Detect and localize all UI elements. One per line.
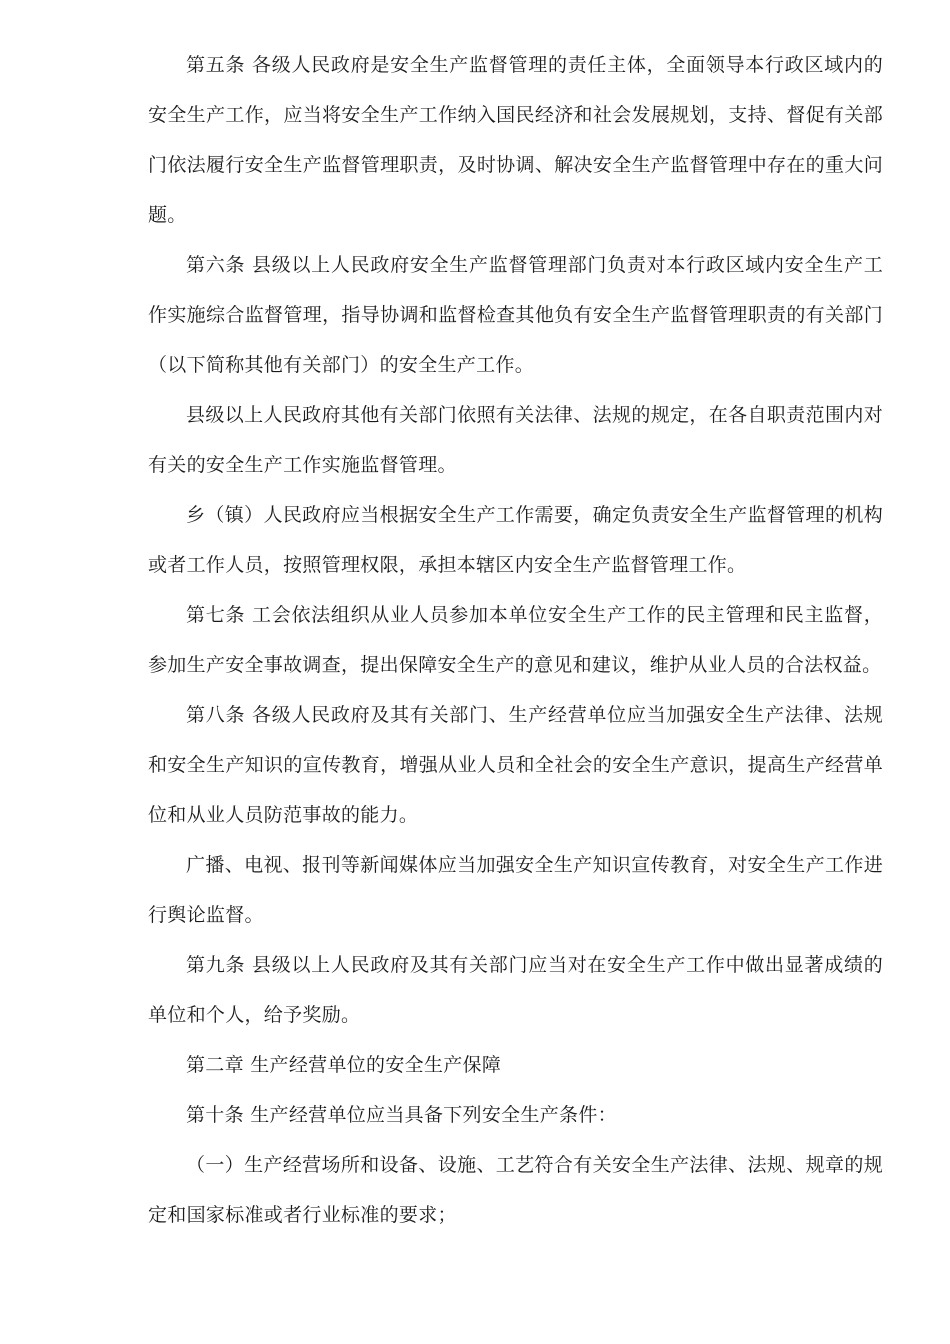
- chapter-2-heading: 第二章 生产经营单位的安全生产保障: [186, 1054, 502, 1076]
- article-10-item-1-paragraph: （一）生产经营场所和设备、设施、工艺符合有关安全生产法律、法规、规章的规定和国家标准或者行业标准的要求；: [148, 1154, 883, 1226]
- article-9-paragraph: 第九条 县级以上人民政府及其有关部门应当对在安全生产工作中做出显著成绩的单位和个人，给予奖励。: [148, 954, 883, 1026]
- article-7-paragraph: 第七条 工会依法组织从业人员参加本单位安全生产工作的民主管理和民主监督，参加生产安全事故调查，提出保障安全生产的意见和建议，维护从业人员的合法权益。: [148, 604, 883, 676]
- article-5-paragraph: 第五条 各级人民政府是安全生产监督管理的责任主体，全面领导本行政区域内的安全生产工作，应当将安全生产工作纳入国民经济和社会发展规划，支持、督促有关部门依法履行安全生产监督管理职责，及时协调、解决安全生产监督管理中存在的重大问题。: [148, 54, 883, 226]
- document-page: [148, 40, 883, 1240]
- article-8-clause-2-paragraph: 广播、电视、报刊等新闻媒体应当加强安全生产知识宣传教育，对安全生产工作进行舆论监督。: [148, 854, 883, 926]
- article-6-clause-3-paragraph: 乡（镇）人民政府应当根据安全生产工作需要，确定负责安全生产监督管理的机构或者工作人员，按照管理权限，承担本辖区内安全生产监督管理工作。: [148, 504, 883, 576]
- article-8-paragraph: 第八条 各级人民政府及其有关部门、生产经营单位应当加强安全生产法律、法规和安全生产知识的宣传教育，增强从业人员和全社会的安全生产意识，提高生产经营单位和从业人员防范事故的能力。: [148, 704, 883, 826]
- article-10-paragraph: 第十条 生产经营单位应当具备下列安全生产条件：: [186, 1104, 617, 1126]
- article-6-clause-2-paragraph: 县级以上人民政府其他有关部门依照有关法律、法规的规定，在各自职责范围内对有关的安全生产工作实施监督管理。: [148, 404, 883, 476]
- article-6-paragraph: 第六条 县级以上人民政府安全生产监督管理部门负责对本行政区域内安全生产工作实施综合监督管理，指导协调和监督检查其他负有安全生产监督管理职责的有关部门（以下简称其他有关部门）的安全生产工作。: [148, 254, 883, 376]
